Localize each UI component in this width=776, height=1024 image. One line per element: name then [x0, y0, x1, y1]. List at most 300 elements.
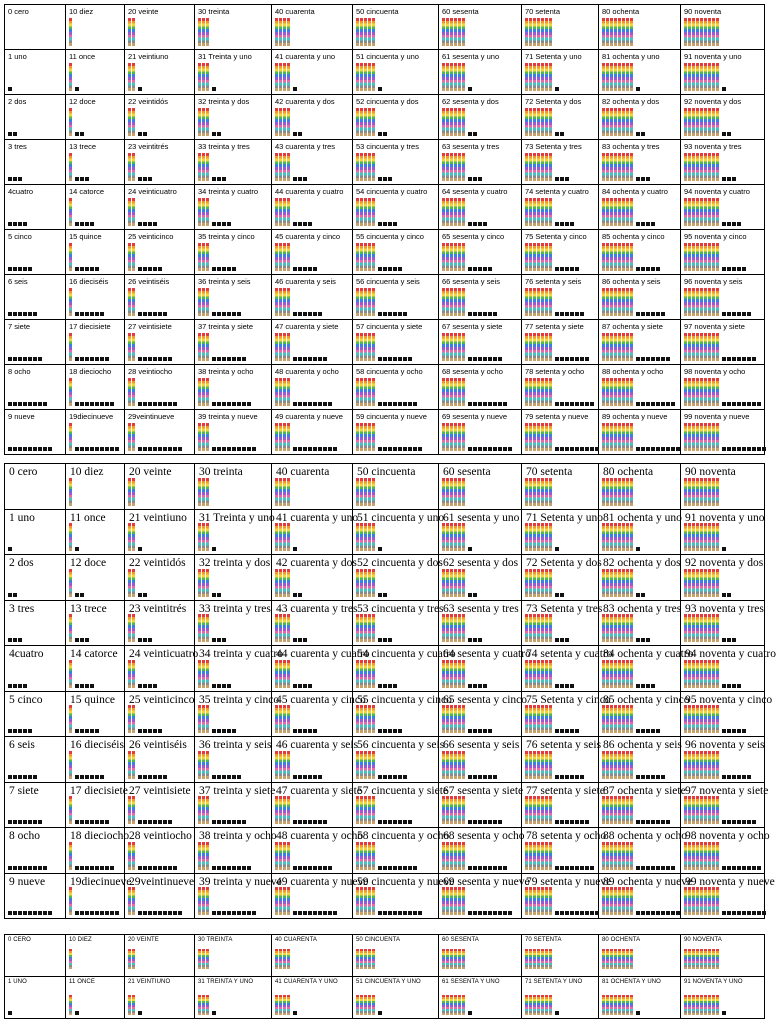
number-row — [5, 140, 765, 185]
ten-rod — [202, 995, 205, 1015]
unit-cube — [212, 866, 216, 870]
ten-rod — [622, 796, 625, 824]
unit-cube — [762, 447, 766, 451]
ten-rod — [446, 243, 449, 271]
ten-rod — [618, 243, 621, 271]
ten-rod — [606, 333, 609, 361]
ten-rod — [368, 288, 371, 316]
unit-cube — [85, 447, 89, 451]
ten-rod — [454, 887, 457, 915]
ten-rod — [206, 660, 209, 688]
unit-cube — [383, 267, 387, 271]
ten-rod — [446, 523, 449, 551]
unit-cube — [508, 911, 512, 915]
number-cell — [195, 95, 272, 140]
number-label: 10 DIEZ — [69, 937, 92, 943]
unit-cube — [413, 402, 417, 406]
ten-rod — [688, 705, 691, 733]
ten-rod — [704, 198, 707, 226]
ten-rod — [614, 887, 617, 915]
ten-rod — [69, 523, 72, 551]
unit-cube — [143, 820, 147, 824]
unit-cube — [75, 593, 79, 597]
unit-cube — [23, 775, 27, 779]
ten-rod — [533, 478, 536, 506]
unit-cube — [651, 866, 655, 870]
ten-rod — [602, 243, 605, 271]
ten-rod — [368, 569, 371, 597]
ten-rod — [700, 614, 703, 642]
ten-rod — [618, 842, 621, 870]
unit-cube — [468, 547, 472, 551]
ten-rod — [69, 198, 72, 226]
ten-rod — [696, 378, 699, 406]
unit-cube — [671, 447, 675, 451]
unit-cube — [555, 222, 559, 226]
ten-rod — [287, 18, 290, 46]
unit-cube — [722, 593, 726, 597]
unit-cube — [158, 402, 162, 406]
ten-rod — [700, 523, 703, 551]
unit-cube — [237, 775, 241, 779]
ten-rod — [529, 63, 532, 91]
number-cell — [599, 600, 681, 646]
unit-cube — [408, 447, 412, 451]
ten-rod — [602, 660, 605, 688]
ten-rod — [442, 378, 445, 406]
ten-rod — [198, 288, 201, 316]
ten-rod — [372, 751, 375, 779]
number-label: 96 noventa y seis — [684, 277, 743, 286]
unit-cube — [656, 447, 660, 451]
unit-cube — [298, 357, 302, 361]
unit-cube — [80, 593, 84, 597]
unit-cube — [742, 402, 746, 406]
number-label: 61 sesenta y uno — [443, 511, 520, 524]
unit-cube — [478, 357, 482, 361]
unit-cube — [138, 132, 142, 136]
unit-cube — [646, 729, 650, 733]
ten-rod — [372, 614, 375, 642]
unit-cube — [222, 866, 226, 870]
ten-rod — [618, 614, 621, 642]
number-cell — [522, 185, 599, 230]
number-cell — [125, 935, 195, 977]
number-label: 25 veinticinco — [128, 232, 174, 241]
number-cell — [599, 410, 681, 455]
unit-cube — [163, 312, 167, 316]
unit-cube — [212, 911, 216, 915]
unit-cube — [560, 177, 564, 181]
unit-cube — [293, 222, 297, 226]
ten-rod — [716, 995, 719, 1015]
ten-rod — [716, 63, 719, 91]
unit-cube — [575, 866, 579, 870]
base-ten-blocks — [525, 196, 596, 226]
ten-rod — [704, 614, 707, 642]
unit-cube — [646, 775, 650, 779]
ten-rod — [356, 705, 359, 733]
ten-rod — [198, 63, 201, 91]
unit-cube — [656, 866, 660, 870]
ten-rod — [716, 949, 719, 969]
ten-rod — [132, 153, 135, 181]
number-label: 75 Setenta y cinco — [525, 232, 587, 241]
ten-rod — [356, 995, 359, 1015]
ten-rod — [692, 523, 695, 551]
unit-cube — [570, 447, 574, 451]
unit-cube — [575, 820, 579, 824]
ten-rod — [283, 523, 286, 551]
unit-cube — [473, 593, 477, 597]
ten-rod — [614, 949, 617, 969]
ten-rod — [692, 796, 695, 824]
unit-cube — [8, 357, 12, 361]
base-ten-blocks — [275, 241, 350, 271]
ten-rod — [283, 751, 286, 779]
ten-rod — [206, 333, 209, 361]
unit-cube — [75, 177, 79, 181]
ten-rod — [69, 18, 72, 46]
number-cell — [439, 555, 522, 601]
unit-cube — [493, 866, 497, 870]
ten-rod — [128, 705, 131, 733]
unit-cube — [75, 402, 79, 406]
ten-rod — [545, 18, 548, 46]
number-cell — [522, 782, 605, 828]
ten-rod — [356, 63, 359, 91]
number-cell — [681, 828, 770, 874]
unit-cube — [18, 866, 22, 870]
unit-cube — [742, 866, 746, 870]
unit-cube — [308, 312, 312, 316]
ten-rod — [279, 660, 282, 688]
unit-cube — [105, 402, 109, 406]
ten-rod — [700, 705, 703, 733]
number-label: 37 treinta y siete — [198, 322, 254, 331]
ten-rod — [198, 423, 201, 451]
unit-cube — [138, 447, 142, 451]
ten-rod — [618, 523, 621, 551]
number-cell — [353, 365, 439, 410]
number-label: 89 ochenta y nueve — [602, 412, 668, 421]
base-ten-blocks — [128, 376, 192, 406]
base-ten-blocks — [525, 61, 596, 91]
ten-rod — [545, 288, 548, 316]
unit-cube — [222, 638, 226, 642]
unit-cube — [227, 684, 231, 688]
ten-rod — [364, 949, 367, 969]
base-ten-blocks — [602, 16, 678, 46]
number-cell — [195, 140, 272, 185]
number-cell — [125, 977, 195, 1019]
number-cell — [439, 977, 522, 1019]
ten-rod — [128, 842, 131, 870]
ten-rod — [618, 887, 621, 915]
base-ten-blocks — [198, 196, 269, 226]
unit-cube — [313, 729, 317, 733]
unit-cube — [80, 222, 84, 226]
base-ten-blocks — [525, 840, 596, 870]
unit-cube — [757, 911, 761, 915]
unit-cube — [85, 820, 89, 824]
ten-rod — [206, 198, 209, 226]
unit-cube — [408, 402, 412, 406]
ten-rod — [630, 333, 633, 361]
ten-rod — [618, 288, 621, 316]
unit-cube — [565, 312, 569, 316]
ten-rod — [450, 614, 453, 642]
ten-rod — [529, 796, 532, 824]
ten-rod — [450, 887, 453, 915]
ten-rod — [696, 614, 699, 642]
number-cell — [125, 646, 199, 692]
number-label: 32 treinta y dos — [198, 97, 250, 106]
number-label: 74 setenta y cuatro — [525, 187, 589, 196]
unit-cube — [80, 402, 84, 406]
ten-rod — [283, 995, 286, 1015]
ten-rod — [708, 705, 711, 733]
unit-cube — [378, 684, 382, 688]
ten-rod — [198, 614, 201, 642]
base-ten-blocks — [525, 658, 596, 688]
number-label: 73 Setenta y tres — [526, 602, 603, 615]
ten-rod — [606, 842, 609, 870]
ten-rod — [541, 796, 544, 824]
unit-cube — [473, 402, 477, 406]
unit-cube — [328, 866, 332, 870]
ten-rod — [206, 995, 209, 1015]
unit-cube — [313, 402, 317, 406]
unit-cube — [732, 402, 736, 406]
unit-cube — [8, 267, 12, 271]
ten-rod — [545, 705, 548, 733]
number-cell — [125, 95, 195, 140]
unit-cube — [80, 820, 84, 824]
unit-cube — [148, 222, 152, 226]
number-cell — [125, 410, 195, 455]
base-ten-blocks — [198, 61, 269, 91]
ten-rod — [712, 288, 715, 316]
base-ten-blocks — [8, 840, 63, 870]
base-ten-blocks — [442, 286, 519, 316]
ten-rod — [610, 198, 613, 226]
unit-cube — [651, 775, 655, 779]
number-label: 28 veintiocho — [128, 367, 173, 376]
base-ten-blocks — [69, 16, 122, 46]
unit-cube — [75, 1011, 79, 1015]
ten-rod — [692, 63, 695, 91]
ten-rod — [287, 198, 290, 226]
unit-cube — [580, 402, 584, 406]
number-cell — [522, 555, 602, 601]
number-cell — [195, 555, 272, 601]
ten-rod — [716, 18, 719, 46]
unit-cube — [752, 820, 756, 824]
unit-cube — [413, 447, 417, 451]
unit-cube — [173, 447, 177, 451]
ten-rod — [712, 378, 715, 406]
ten-rod — [368, 842, 371, 870]
ten-rod — [529, 569, 532, 597]
unit-cube — [212, 447, 216, 451]
ten-rod — [442, 842, 445, 870]
number-cell — [681, 50, 765, 95]
unit-cube — [742, 447, 746, 451]
unit-cube — [641, 267, 645, 271]
unit-cube — [565, 729, 569, 733]
number-row — [5, 185, 765, 230]
unit-cube — [212, 547, 216, 551]
base-ten-blocks — [525, 947, 596, 969]
unit-cube — [636, 866, 640, 870]
unit-cube — [555, 87, 559, 91]
unit-cube — [13, 820, 17, 824]
number-label: 77 setenta y siete — [525, 322, 584, 331]
ten-rod — [360, 108, 363, 136]
ten-rod — [712, 423, 715, 451]
ten-rod — [626, 478, 629, 506]
ten-rod — [602, 949, 605, 969]
unit-cube — [328, 402, 332, 406]
unit-cube — [393, 729, 397, 733]
unit-cube — [727, 820, 731, 824]
unit-cube — [555, 547, 559, 551]
unit-cube — [23, 684, 27, 688]
ten-rod — [708, 796, 711, 824]
unit-cube — [403, 820, 407, 824]
unit-cube — [565, 357, 569, 361]
unit-cube — [138, 547, 142, 551]
unit-cube — [13, 866, 17, 870]
number-label: 4cuatro — [9, 648, 44, 660]
ten-rod — [610, 18, 613, 46]
number-cell — [5, 230, 66, 275]
unit-cube — [138, 684, 142, 688]
base-ten-blocks — [525, 612, 596, 642]
ten-rod — [364, 18, 367, 46]
ten-rod — [279, 333, 282, 361]
unit-cube — [641, 402, 645, 406]
ten-rod — [712, 153, 715, 181]
ten-rod — [283, 108, 286, 136]
number-label: 66 sesenta y seis — [443, 739, 520, 751]
ten-rod — [614, 243, 617, 271]
unit-cube — [217, 911, 221, 915]
ten-rod — [708, 423, 711, 451]
ten-rod — [132, 614, 135, 642]
number-label: 3 tres — [8, 142, 27, 151]
unit-cube — [293, 547, 297, 551]
number-cell — [66, 185, 125, 230]
unit-cube — [178, 447, 182, 451]
ten-rod — [206, 18, 209, 46]
ten-rod — [545, 660, 548, 688]
ten-rod — [128, 614, 131, 642]
ten-rod — [360, 63, 363, 91]
unit-cube — [95, 402, 99, 406]
ten-rod — [626, 751, 629, 779]
unit-cube — [641, 447, 645, 451]
unit-cube — [168, 911, 172, 915]
number-row — [5, 410, 765, 455]
unit-cube — [747, 775, 751, 779]
number-cell — [125, 782, 195, 828]
ten-rod — [626, 333, 629, 361]
unit-cube — [727, 684, 731, 688]
ten-rod — [614, 995, 617, 1015]
ten-rod — [368, 478, 371, 506]
unit-cube — [646, 447, 650, 451]
unit-cube — [378, 729, 382, 733]
ten-rod — [454, 198, 457, 226]
unit-cube — [646, 267, 650, 271]
number-cell — [66, 140, 125, 185]
ten-rod — [618, 63, 621, 91]
ten-rod — [602, 198, 605, 226]
unit-cube — [555, 684, 559, 688]
number-cell — [195, 464, 272, 510]
unit-cube — [148, 729, 152, 733]
ten-rod — [618, 378, 621, 406]
ten-rod — [618, 108, 621, 136]
ten-rod — [626, 63, 629, 91]
number-row — [5, 646, 765, 692]
ten-rod — [622, 478, 625, 506]
unit-cube — [646, 222, 650, 226]
unit-cube — [217, 593, 221, 597]
ten-rod — [626, 288, 629, 316]
unit-cube — [8, 729, 12, 733]
unit-cube — [468, 402, 472, 406]
unit-cube — [727, 911, 731, 915]
ten-rod — [279, 63, 282, 91]
number-cell — [5, 140, 66, 185]
ten-rod — [622, 153, 625, 181]
unit-cube — [737, 222, 741, 226]
ten-rod — [533, 153, 536, 181]
ten-rod — [128, 378, 131, 406]
number-cell — [681, 185, 765, 230]
ten-rod — [372, 423, 375, 451]
ten-rod — [462, 288, 465, 316]
unit-cube — [168, 402, 172, 406]
ten-rod — [549, 995, 552, 1015]
ten-rod — [368, 108, 371, 136]
ten-rod — [372, 660, 375, 688]
unit-cube — [641, 729, 645, 733]
ten-rod — [69, 949, 72, 969]
base-ten-blocks — [198, 16, 269, 46]
ten-rod — [360, 523, 363, 551]
ten-rod — [446, 796, 449, 824]
unit-cube — [560, 729, 564, 733]
unit-cube — [570, 222, 574, 226]
unit-cube — [153, 820, 157, 824]
unit-cube — [247, 866, 251, 870]
unit-cube — [212, 132, 216, 136]
unit-cube — [468, 866, 472, 870]
number-cell — [353, 691, 452, 737]
unit-cube — [646, 638, 650, 642]
unit-cube — [85, 267, 89, 271]
number-label: 6 seis — [8, 277, 28, 286]
unit-cube — [473, 684, 477, 688]
number-label: 82 ochenta y dos — [602, 97, 660, 106]
ten-rod — [602, 751, 605, 779]
number-cell — [439, 509, 522, 555]
ten-rod — [206, 523, 209, 551]
